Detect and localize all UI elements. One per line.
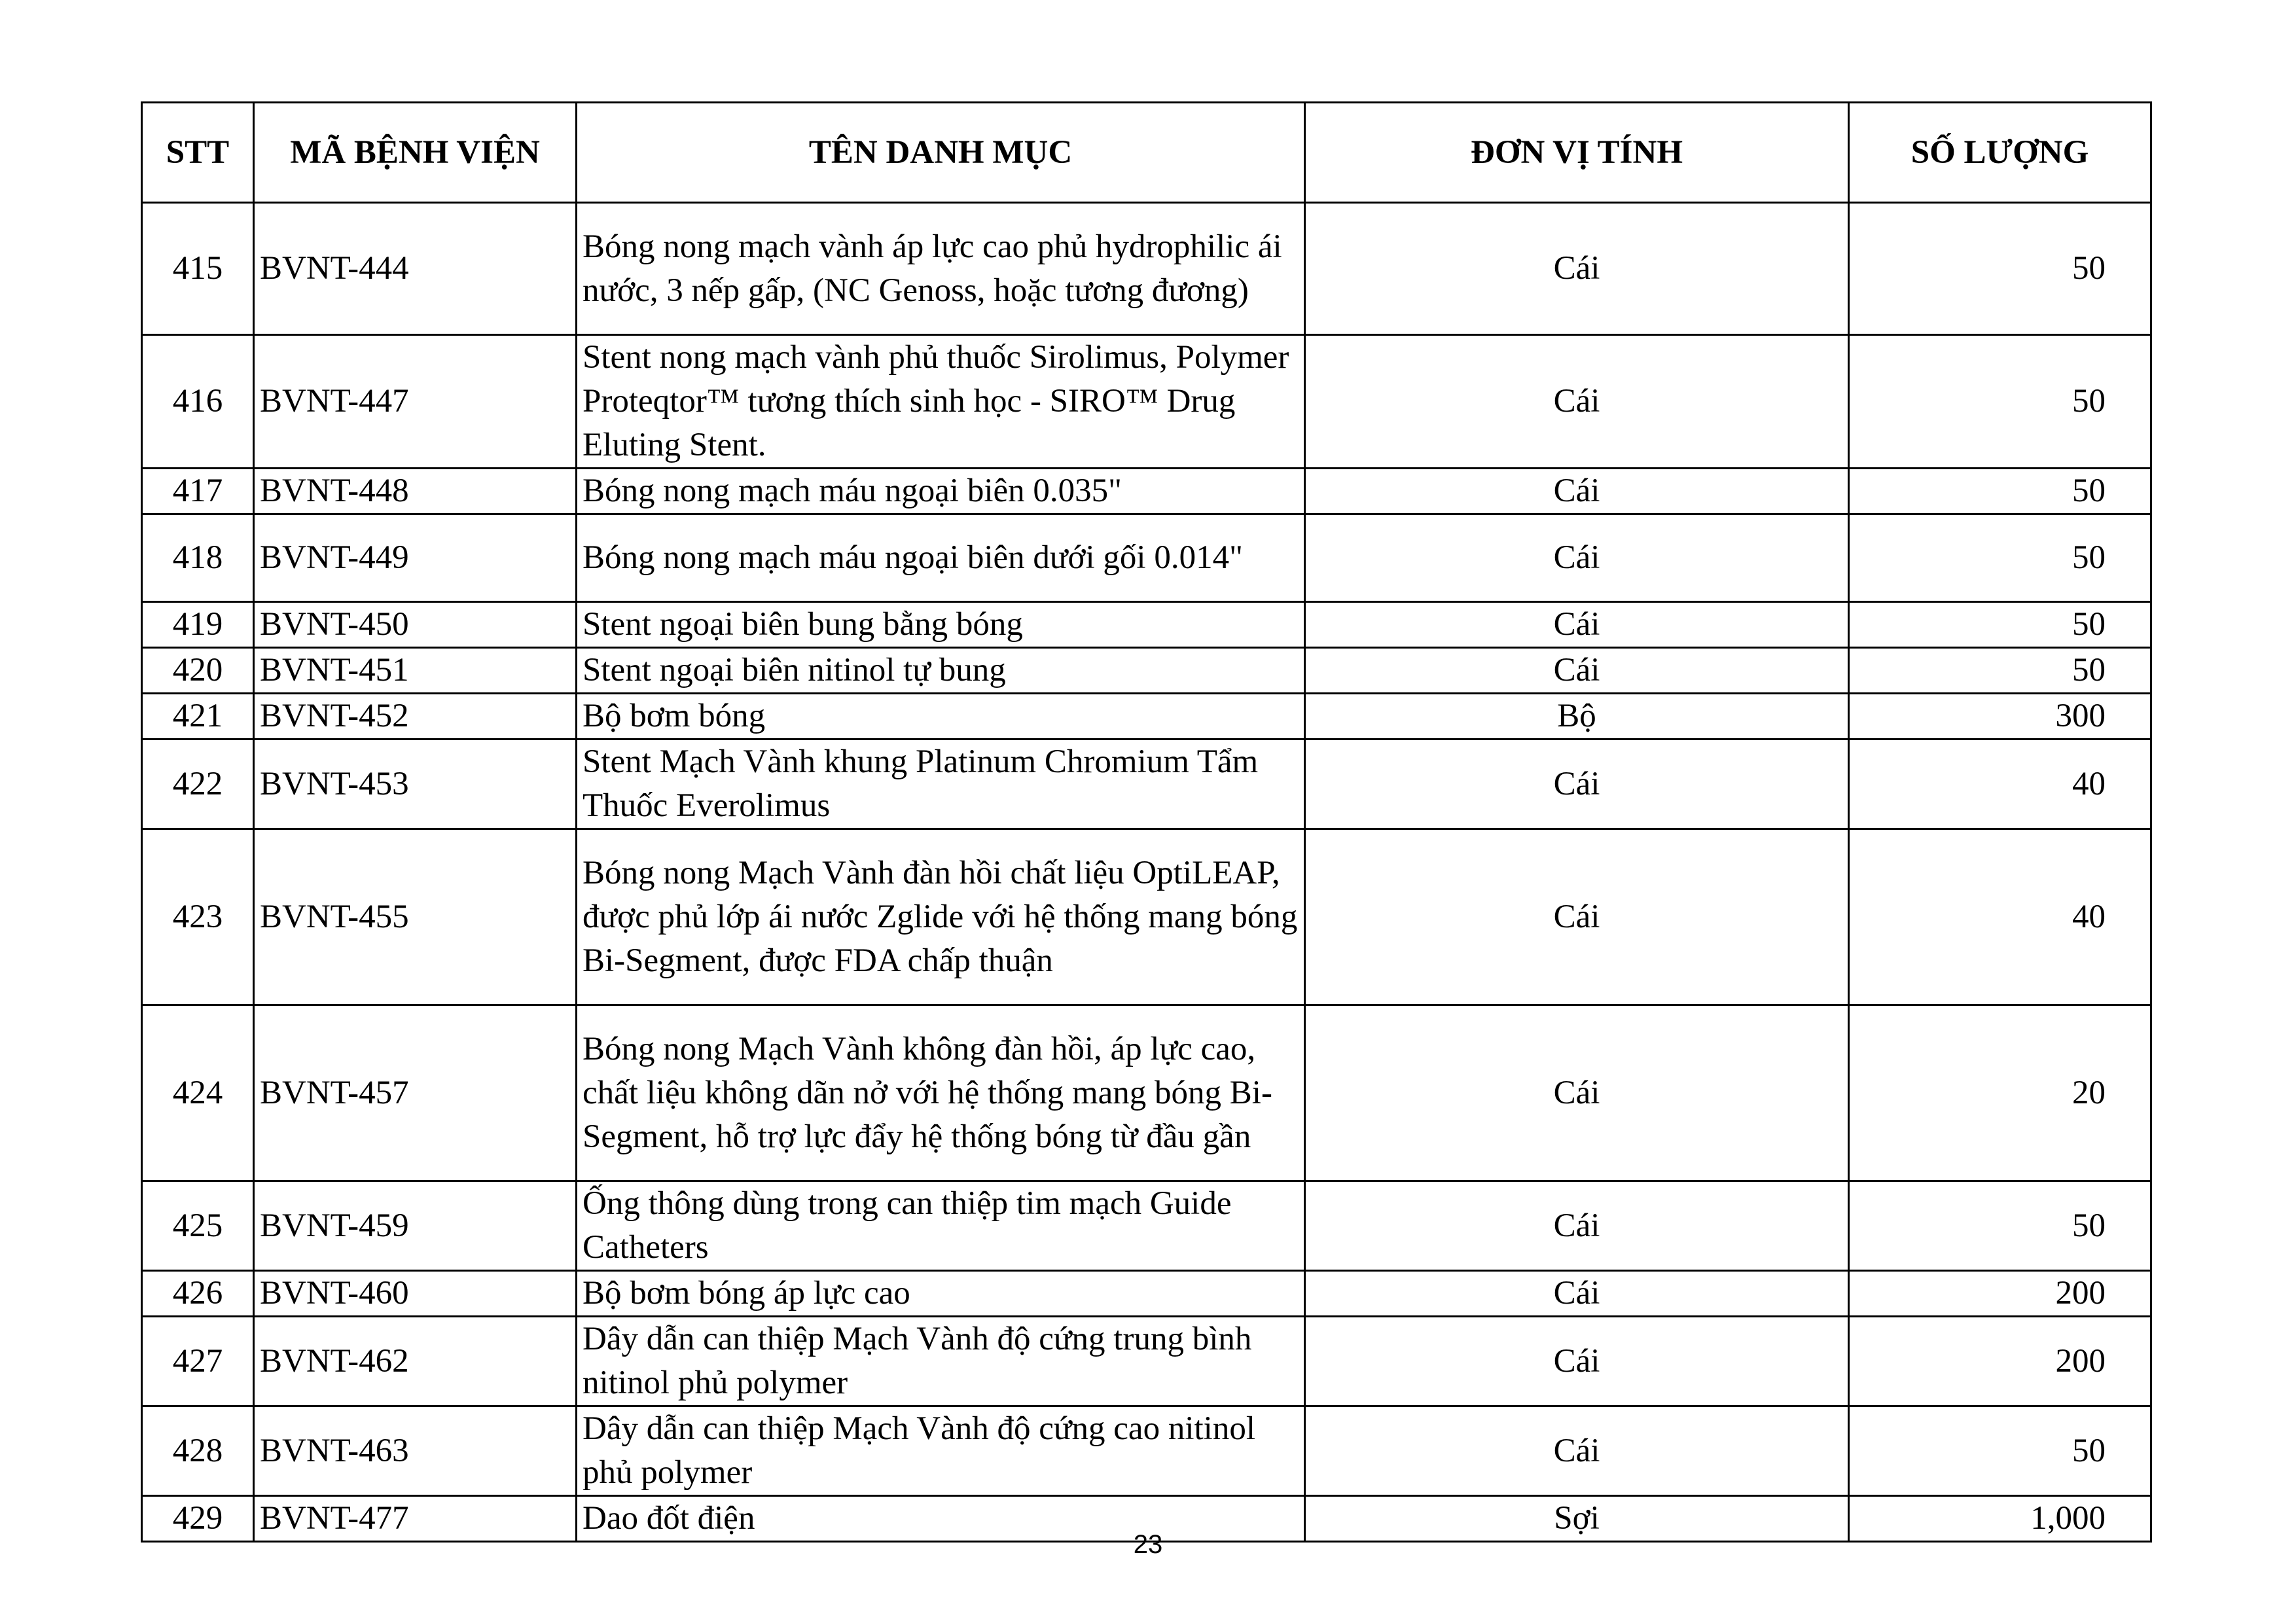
table-row xyxy=(142,203,2151,335)
table-row xyxy=(142,1005,2151,1181)
table-row xyxy=(142,740,2151,829)
header-item-name: TÊN DANH MỤC xyxy=(577,103,1305,203)
cell-stt: 427 xyxy=(142,1317,254,1406)
supply-list-table xyxy=(141,101,2152,1543)
cell-stt: 417 xyxy=(142,469,254,514)
cell-quantity: 50 xyxy=(1849,1181,2151,1271)
cell-hospital-code: BVNT-450 xyxy=(254,602,577,648)
cell-item-name: Bóng nong mạch máu ngoại biên 0.035" xyxy=(577,469,1305,514)
cell-hospital-code: BVNT-462 xyxy=(254,1317,577,1406)
cell-quantity: 50 xyxy=(1849,1406,2151,1496)
cell-item-name: Dây dẫn can thiệp Mạch Vành độ cứng trung bình nitinol phủ polymer xyxy=(577,1317,1305,1406)
cell-quantity: 200 xyxy=(1849,1271,2151,1317)
cell-hospital-code: BVNT-447 xyxy=(254,335,577,469)
cell-stt: 424 xyxy=(142,1005,254,1181)
cell-stt: 415 xyxy=(142,203,254,335)
cell-item-name: Bóng nong Mạch Vành không đàn hồi, áp lực cao, chất liệu không dãn nở với hệ thống mang bóng Bi-Segment, hỗ trợ lực đẩy hệ thống bóng từ đầu gần xyxy=(577,1005,1305,1181)
cell-unit: Cái xyxy=(1305,335,1849,469)
cell-stt: 416 xyxy=(142,335,254,469)
cell-unit: Cái xyxy=(1305,648,1849,694)
cell-hospital-code: BVNT-448 xyxy=(254,469,577,514)
cell-hospital-code: BVNT-449 xyxy=(254,514,577,602)
cell-stt: 429 xyxy=(142,1496,254,1542)
cell-item-name: Bóng nong mạch máu ngoại biên dưới gối 0.014" xyxy=(577,514,1305,602)
cell-quantity: 200 xyxy=(1849,1317,2151,1406)
cell-quantity: 50 xyxy=(1849,203,2151,335)
cell-quantity: 50 xyxy=(1849,602,2151,648)
table-body xyxy=(142,203,2151,1542)
cell-unit: Cái xyxy=(1305,203,1849,335)
cell-hospital-code: BVNT-459 xyxy=(254,1181,577,1271)
table-row xyxy=(142,648,2151,694)
cell-item-name: Dây dẫn can thiệp Mạch Vành độ cứng cao nitinol phủ polymer xyxy=(577,1406,1305,1496)
header-row xyxy=(142,103,2151,203)
table-header xyxy=(142,103,2151,203)
cell-unit: Cái xyxy=(1305,514,1849,602)
cell-item-name: Stent Mạch Vành khung Platinum Chromium Tẩm Thuốc Everolimus xyxy=(577,740,1305,829)
cell-stt: 420 xyxy=(142,648,254,694)
cell-stt: 425 xyxy=(142,1181,254,1271)
cell-quantity: 50 xyxy=(1849,648,2151,694)
page-number: 23 xyxy=(1133,1530,1163,1559)
cell-item-name: Bóng nong mạch vành áp lực cao phủ hydrophilic ái nước, 3 nếp gấp, (NC Genoss, hoặc tương đương) xyxy=(577,203,1305,335)
cell-unit: Cái xyxy=(1305,1317,1849,1406)
cell-hospital-code: BVNT-457 xyxy=(254,1005,577,1181)
cell-stt: 421 xyxy=(142,694,254,740)
cell-hospital-code: BVNT-452 xyxy=(254,694,577,740)
cell-item-name: Bộ bơm bóng áp lực cao xyxy=(577,1271,1305,1317)
cell-stt: 419 xyxy=(142,602,254,648)
table-row xyxy=(142,829,2151,1005)
table-row xyxy=(142,1406,2151,1496)
table-row xyxy=(142,514,2151,602)
cell-unit: Cái xyxy=(1305,1005,1849,1181)
cell-item-name: Bộ bơm bóng xyxy=(577,694,1305,740)
cell-stt: 426 xyxy=(142,1271,254,1317)
cell-stt: 418 xyxy=(142,514,254,602)
cell-stt: 423 xyxy=(142,829,254,1005)
cell-unit: Cái xyxy=(1305,829,1849,1005)
cell-item-name: Stent ngoại biên nitinol tự bung xyxy=(577,648,1305,694)
cell-hospital-code: BVNT-455 xyxy=(254,829,577,1005)
table-row xyxy=(142,1317,2151,1406)
cell-quantity: 40 xyxy=(1849,829,2151,1005)
cell-quantity: 50 xyxy=(1849,514,2151,602)
header-hospital-code: MÃ BỆNH VIỆN xyxy=(254,103,577,203)
cell-unit: Bộ xyxy=(1305,694,1849,740)
cell-unit: Cái xyxy=(1305,469,1849,514)
cell-quantity: 1,000 xyxy=(1849,1496,2151,1542)
cell-item-name: Stent ngoại biên bung bằng bóng xyxy=(577,602,1305,648)
cell-unit: Cái xyxy=(1305,1406,1849,1496)
cell-quantity: 50 xyxy=(1849,469,2151,514)
header-stt: STT xyxy=(142,103,254,203)
cell-item-name: Dao đốt điện xyxy=(577,1496,1305,1542)
table-row xyxy=(142,694,2151,740)
table-row xyxy=(142,1181,2151,1271)
cell-quantity: 300 xyxy=(1849,694,2151,740)
cell-quantity: 20 xyxy=(1849,1005,2151,1181)
cell-item-name: Bóng nong Mạch Vành đàn hồi chất liệu OptiLEAP, được phủ lớp ái nước Zglide với hệ thống mang bóng Bi-Segment, được FDA chấp thuận xyxy=(577,829,1305,1005)
table-row xyxy=(142,335,2151,469)
cell-unit: Sợi xyxy=(1305,1496,1849,1542)
cell-hospital-code: BVNT-453 xyxy=(254,740,577,829)
cell-unit: Cái xyxy=(1305,602,1849,648)
cell-quantity: 40 xyxy=(1849,740,2151,829)
cell-hospital-code: BVNT-444 xyxy=(254,203,577,335)
cell-unit: Cái xyxy=(1305,1181,1849,1271)
cell-unit: Cái xyxy=(1305,1271,1849,1317)
header-quantity: SỐ LƯỢNG xyxy=(1849,103,2151,203)
cell-hospital-code: BVNT-460 xyxy=(254,1271,577,1317)
cell-stt: 422 xyxy=(142,740,254,829)
cell-item-name: Ống thông dùng trong can thiệp tim mạch Guide Catheters xyxy=(577,1181,1305,1271)
cell-unit: Cái xyxy=(1305,740,1849,829)
table-row xyxy=(142,602,2151,648)
cell-item-name: Stent nong mạch vành phủ thuốc Sirolimus, Polymer Proteqtor™ tương thích sinh học - SIRO™ Drug Eluting Stent. xyxy=(577,335,1305,469)
cell-quantity: 50 xyxy=(1849,335,2151,469)
header-unit: ĐƠN VỊ TÍNH xyxy=(1305,103,1849,203)
cell-hospital-code: BVNT-477 xyxy=(254,1496,577,1542)
cell-stt: 428 xyxy=(142,1406,254,1496)
table-row xyxy=(142,1271,2151,1317)
cell-hospital-code: BVNT-463 xyxy=(254,1406,577,1496)
cell-hospital-code: BVNT-451 xyxy=(254,648,577,694)
table-row xyxy=(142,469,2151,514)
